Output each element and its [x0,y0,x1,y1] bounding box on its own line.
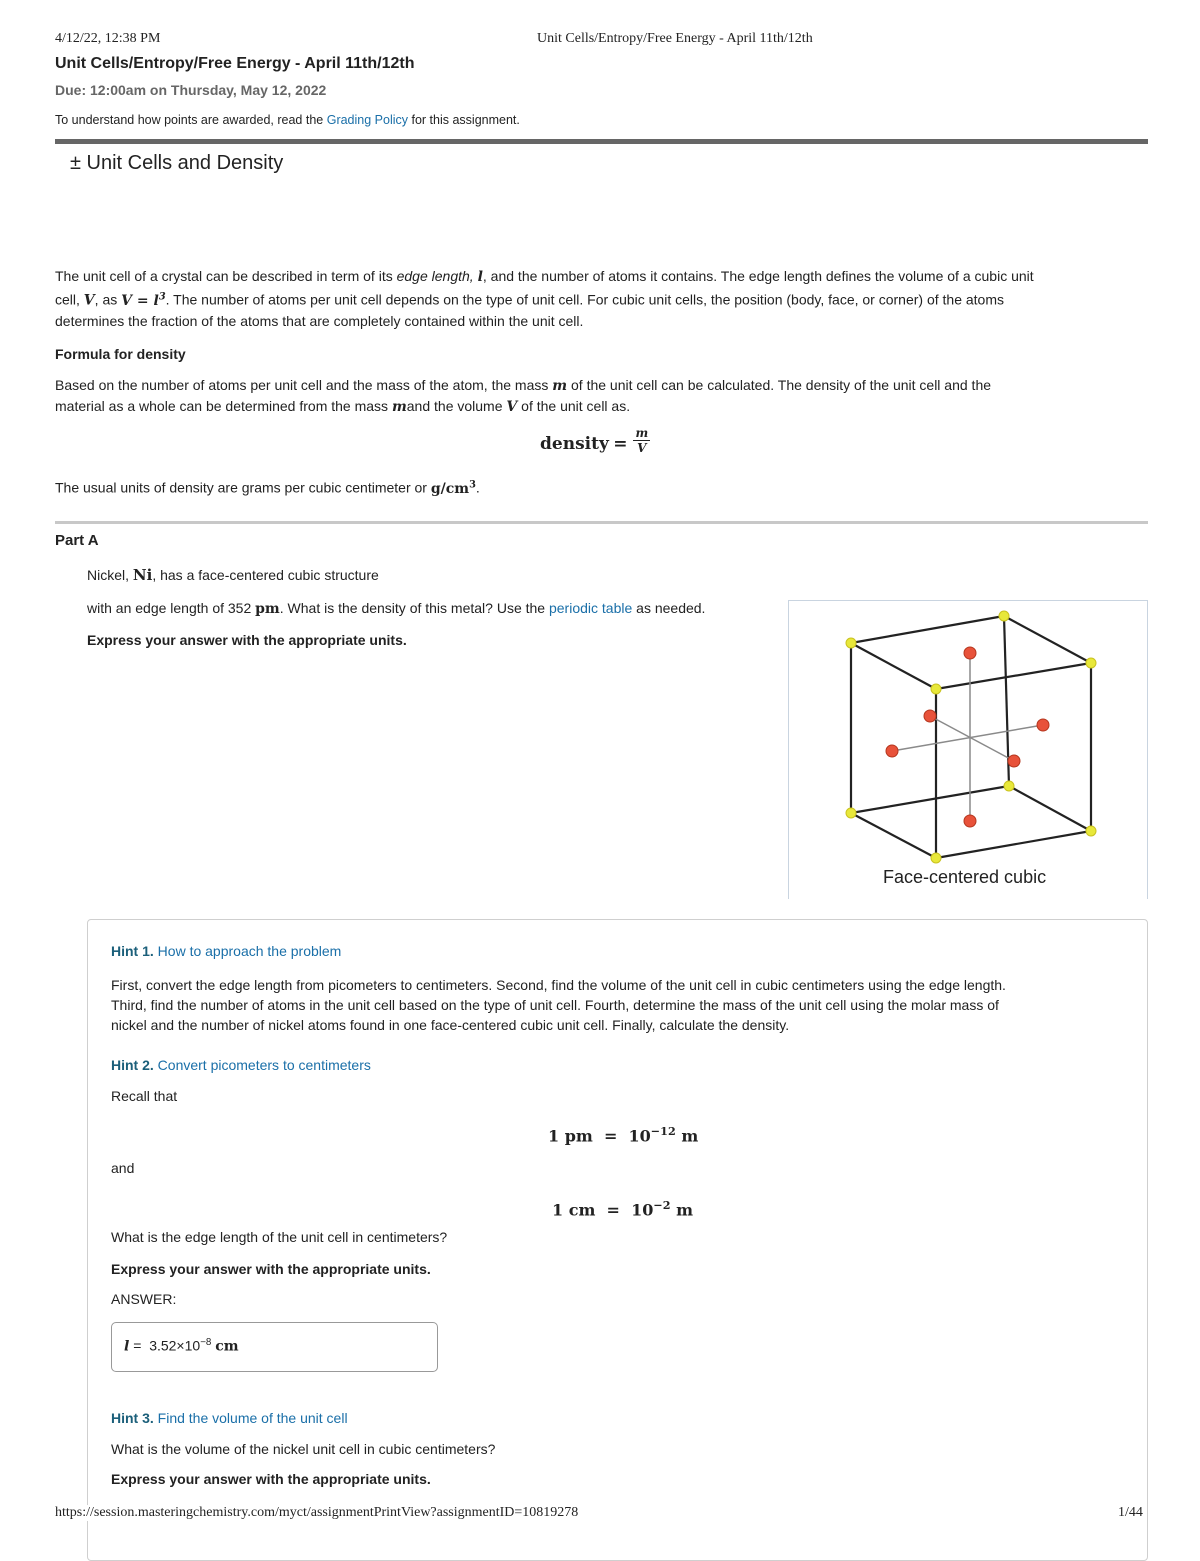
assignment-title: Unit Cells/Entropy/Free Energy - April 11th/12th [55,55,415,72]
hint-2-toggle[interactable]: Hint 2. Convert picometers to centimeters [111,1057,371,1073]
nickel-symbol: Ni [132,566,153,584]
part-divider [55,521,1148,524]
equation-pm: 1 pm = $10^{-12}$ m [548,1124,699,1146]
answer-value: 3.52×10 [149,1337,201,1354]
intro-line-2: cell, V, as $V = l^3$. The number of atoms per unit cell depends on the type of unit cell. For cubic unit cells, the position (body, face, or corner) of the atoms [55,291,1005,309]
formula-heading: Formula for density [55,346,186,362]
hint-2-instruction: Express your answer with the appropriate units. [111,1261,431,1277]
print-datetime: 4/12/22, 12:38 PM [55,31,161,46]
grading-prefix: To understand how points are awarded, read the [55,113,324,127]
grading-policy-link[interactable]: Grading Policy [326,113,409,127]
recall-text: Recall that [111,1088,178,1104]
answer-label: ANSWER: [111,1291,177,1307]
fcc-figure [788,600,1148,899]
formula-paragraph [55,375,1145,417]
part-a-line-1: Nickel, Ni, has a face-centered cubic structure [87,566,379,584]
part-a-line-2: with an edge length of 352 pm. What is the density of this metal? Use the periodic table as needed. [87,600,706,617]
section-title: ± Unit Cells and Density [70,152,284,174]
hint-1-text: First, convert the edge length from picometers to centimeters. Second, find the volume of the unit cell in cubic centimeters using the edge length. Third, find the number of atoms in the unit cell based on the type of unit cell. Fourth, determine the mass of the unit cell using the molar mass of nickel and the number of nickel atoms found in one face-centered cubic unit cell. Finally, calculate the density. [111,977,1006,1033]
grading-suffix: for this assignment. [411,113,520,127]
grading-note [55,113,520,127]
unit-pm: pm [255,601,280,617]
density-word: density [540,433,609,454]
hint-1-toggle[interactable]: Hint 1. How to approach the problem [111,943,342,959]
due-date: Due: 12:00am on Thursday, May 12, 2022 [55,82,327,98]
formula-line-2: material as a whole can be determined from the mass mand the volume V of the unit cell as. [55,398,631,415]
units-math: $g/cm^3$ [430,479,476,497]
equation-cm: 1 cm = $10^{-2}$ m [552,1198,694,1220]
print-url: https://session.masteringchemistry.com/myct/assignmentPrintView?assignmentID=10819278 [55,1505,579,1520]
answer-content: $l = 3.52\times 10^{-8}$ cm [124,1337,239,1355]
fcc-diagram [789,601,1147,899]
units-line: The usual units of density are grams per cubic centimeter or $g/cm^3$. [55,479,480,497]
header-divider [55,139,1148,144]
part-a-instruction: Express your answer with the appropriate units. [87,632,407,648]
density-equation: density = $\frac{m}{V}$ [540,426,649,455]
answer-unit: cm [215,1338,239,1355]
answer-field[interactable] [111,1322,438,1372]
page-number: 1/44 [1118,1505,1143,1520]
part-a-label: Part A [55,532,99,549]
intro-paragraph [55,266,1145,331]
periodic-table-link[interactable]: periodic table [548,600,633,616]
hint-3-question: What is the volume of the nickel unit cell in cubic centimeters? [111,1441,496,1457]
hint-3-toggle[interactable]: Hint 3. Find the volume of the unit cell [111,1410,348,1426]
intro-line-1: The unit cell of a crystal can be described in term of its edge length, l, and the number of atoms it contains. The edge length defines the volume of a cubic unit [55,268,1034,285]
print-doc-title: Unit Cells/Entropy/Free Energy - April 11th/12th [537,31,813,46]
density-fraction: $\frac{m}{V}$ [635,426,649,455]
and-text: and [111,1160,135,1176]
formula-line-1: Based on the number of atoms per unit cell and the mass of the atom, the mass m of the unit cell can be calculated. The density of the unit cell and the [55,377,992,394]
hint-3-instruction: Express your answer with the appropriate units. [111,1471,431,1487]
hint-2-question: What is the edge length of the unit cell in centimeters? [111,1229,448,1245]
figure-caption: Face-centered cubic [883,867,1047,887]
intro-line-3: determines the fraction of the atoms that are completely contained within the unit cell. [55,312,584,329]
